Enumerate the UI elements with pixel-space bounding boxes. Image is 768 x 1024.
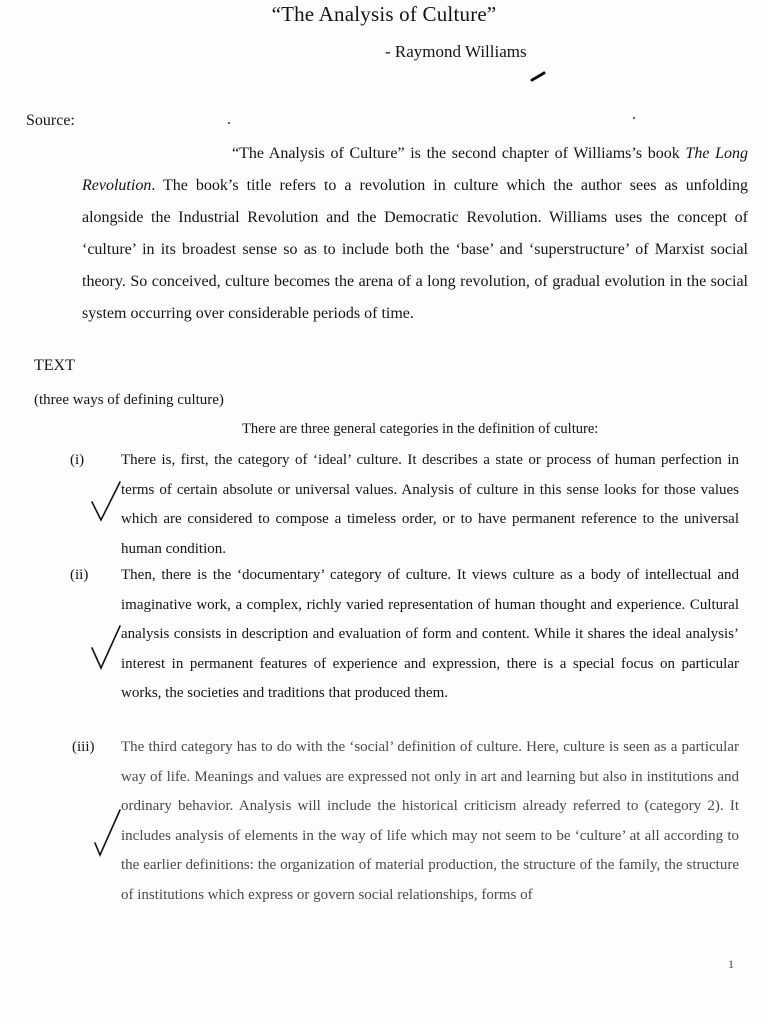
document-author: - Raymond Williams [385,42,527,61]
intro-paragraph [82,138,748,330]
checkmark-icon [90,622,120,668]
categories-intro: There are three general categories in the definition of culture: [242,421,599,437]
item-number: (ii) [70,567,89,583]
source-label: Source: [26,112,75,129]
scan-speck [228,122,230,124]
book-title: The Long Revolution [82,145,748,194]
intro-text-part1: “The Analysis of Culture” is the second chapter of Williams’s book [232,145,686,162]
page-number: 1 [728,957,734,971]
item-text: The third category has to do with the ‘social’ definition of culture. Here, culture is seen as a particular way of life. Meanings and values are expressed not only in art and learning but also in institutions and ordinary behavior. Analysis will include the historical criticism already referred to (category 2). It includes analysis of elements in the way of life which may not seem to be ‘culture’ at all according to the earlier definitions: the organization of material production, the structure of the family, the structure of institutions which express or govern social relationships, forms of [121,739,739,903]
checkmark-icon [90,478,120,524]
document-title: “The Analysis of Culture” [271,2,497,26]
scan-speck [633,117,635,119]
item-number: (i) [70,452,85,468]
intro-text-part2: . The book’s title refers to a revolution in culture which the author sees as unfolding alongside the Industrial Revolution and the Democratic Revolution. Williams uses the concept of ‘culture’ in its broadest sense so as to include both the ‘base’ and ‘superstructure’ of Marxist social theory. So conceived, culture becomes the arena of a long revolution, of gradual evolution in the social system occurring over considerable periods of time. [82,177,748,322]
pen-mark-icon [530,70,546,88]
text-subheading: (three ways of defining culture) [34,392,224,408]
item-text: Then, there is the ‘documentary’ category of culture. It views culture as a body of intellectual and imaginative work, a complex, richly varied representation of human thought and experience. Cultural analysis consists in description and evaluation of form and content. While it shares the ideal analysis’ interest in permanent features of experience and expression, there is a special focus on particular works, the societies and traditions that produced them. [121,567,739,702]
item-number: (iii) [72,739,95,755]
item-text: There is, first, the category of ‘ideal’ culture. It describes a state or process of human perfection in terms of certain absolute or universal values. Analysis of culture in this sense looks for those values which are considered to compose a timeless order, or to have permanent reference to the universal human condition. [121,452,739,557]
checkmark-icon [93,807,123,853]
text-heading: TEXT [34,357,75,374]
